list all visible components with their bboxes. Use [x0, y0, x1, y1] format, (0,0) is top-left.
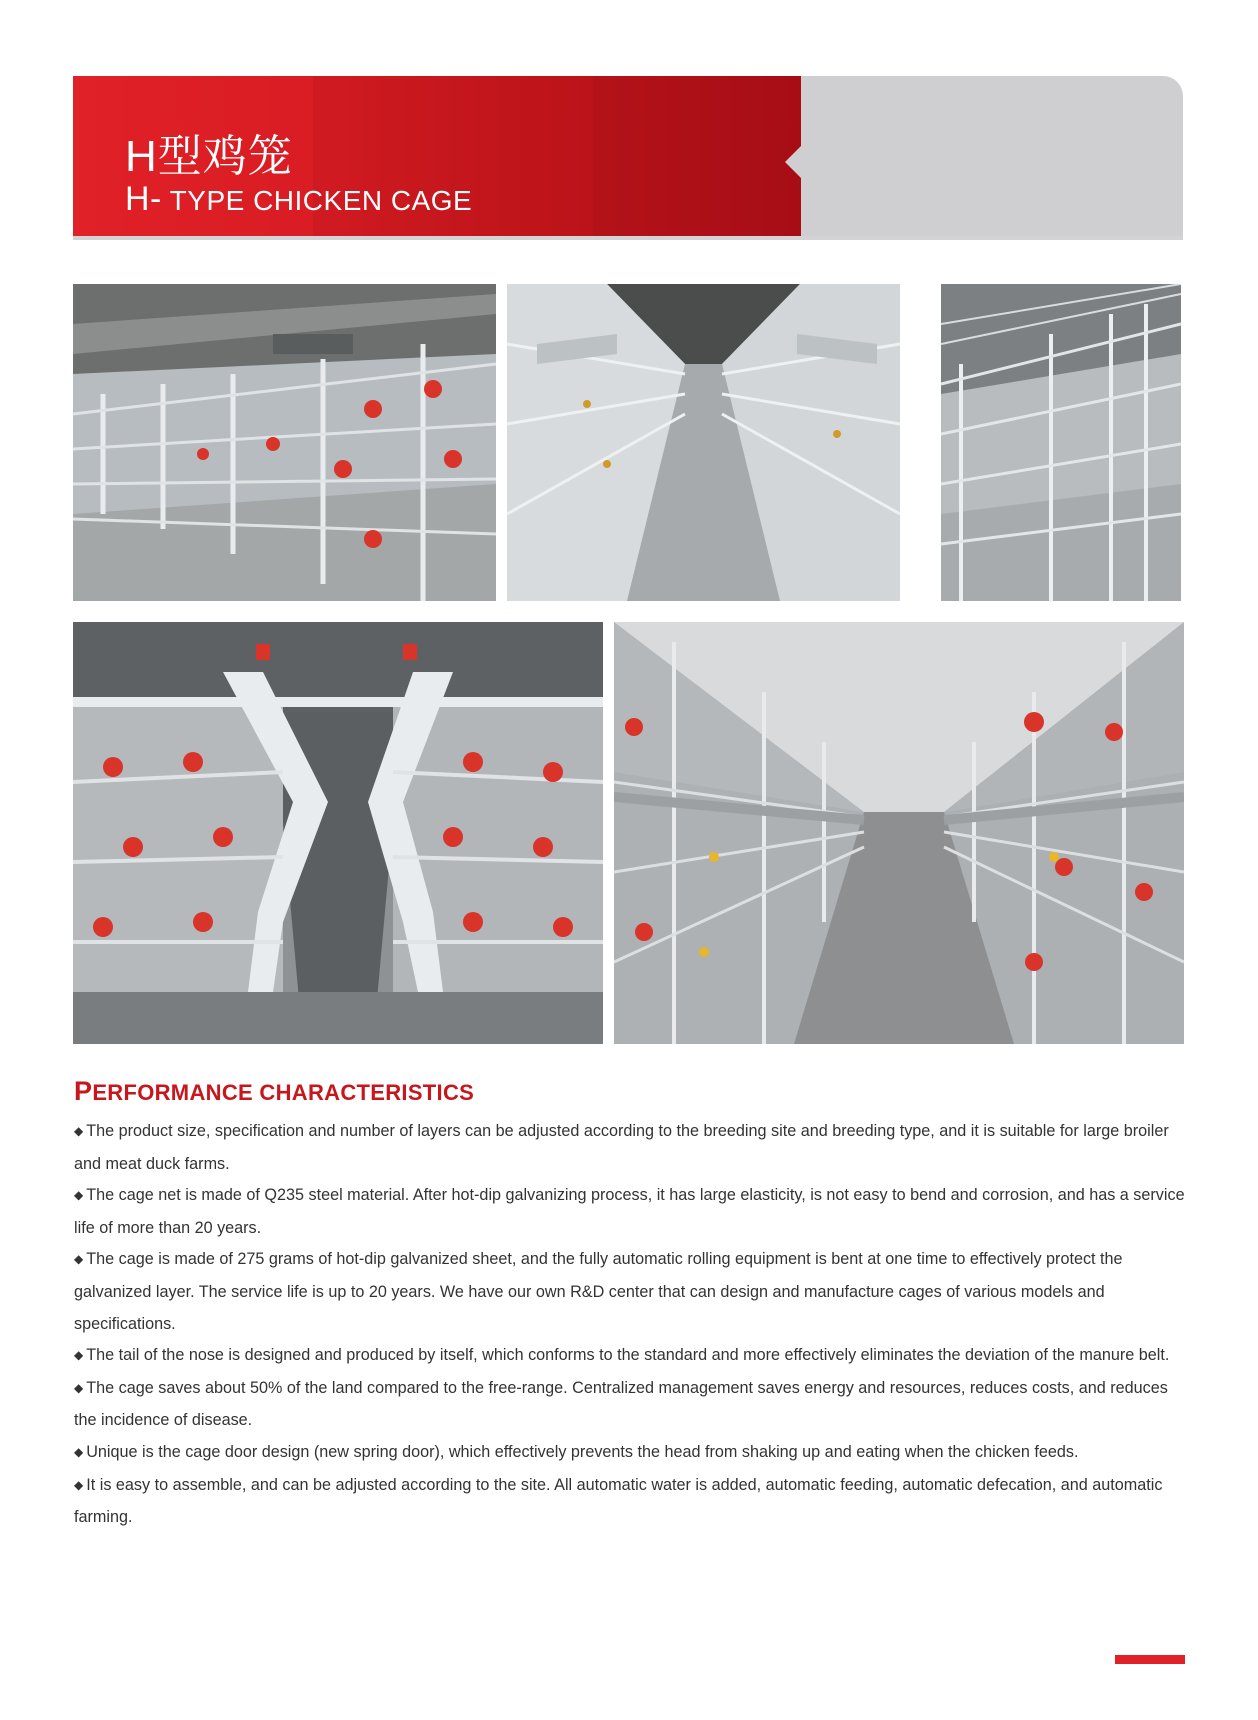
list-item: ◆ The product size, specification and number of layers can be adjusted according to the breeding site and breeding type, and it is suitable for large broiler and meat duck farms.: [74, 1122, 1169, 1173]
photo-cage-row-angled: [73, 284, 496, 601]
list-item: ◆ The tail of the nose is designed and produced by itself, which conforms to the standard and more effectively eliminates the deviation of the manure belt.: [74, 1346, 1170, 1365]
list-item: ◆ The cage saves about 50% of the land compared to the free-range. Centralized management saves energy and resources, reduces costs, and reduces the incidence of disease.: [74, 1378, 1168, 1430]
banner-notch: [785, 146, 801, 178]
list-item: ◆ It is easy to assemble, and can be adjusted according to the site. All automatic water is added, automatic feeding, automatic defecation, and automatic farming.: [74, 1475, 1163, 1527]
characteristics-list: [74, 1116, 1186, 1534]
banner-grey-panel: [801, 76, 1183, 240]
diamond-bullet-icon: ◆: [74, 1477, 84, 1492]
header-banner: [73, 76, 1183, 240]
photo-cage-aisle-closeup: [73, 622, 603, 1044]
page-title-chinese: H型鸡笼: [125, 132, 293, 181]
title-en-rest: TYPE CHICKEN CAGE: [161, 185, 473, 216]
footer-accent-bar: [1115, 1655, 1185, 1664]
diamond-bullet-icon: ◆: [74, 1124, 84, 1138]
section-title-cap: P: [74, 1076, 93, 1106]
photo-long-cage-house: [614, 622, 1184, 1044]
list-item: ◆ Unique is the cage door design (new spring door), which effectively prevents the head from shaking up and eating when the chicken feeds.: [74, 1442, 1079, 1461]
diamond-bullet-icon: ◆: [74, 1380, 84, 1395]
diamond-bullet-icon: ◆: [74, 1252, 84, 1267]
title-h-prefix: H-: [125, 180, 162, 218]
section-title-performance: [74, 1076, 474, 1107]
banner-underline: [73, 236, 1183, 240]
diamond-bullet-icon: ◆: [74, 1444, 84, 1459]
list-item: ◆ The cage net is made of Q235 steel material. After hot-dip galvanizing process, it has large elasticity, is not easy to bend and corrosion, and has a service life of more than 20 years.: [74, 1186, 1185, 1237]
diamond-bullet-icon: ◆: [74, 1348, 84, 1363]
diamond-bullet-icon: ◆: [74, 1188, 84, 1203]
photo-galvanized-frame: [941, 284, 1181, 601]
photo-cage-aisle-center: [507, 284, 900, 601]
page-title-english: [125, 180, 472, 219]
section-title-rest: ERFORMANCE CHARACTERISTICS: [92, 1080, 475, 1105]
list-item: ◆ The cage is made of 275 grams of hot-dip galvanized sheet, and the fully automatic rolling equipment is bent at one time to effectively protect the galvanized layer. The service life is up to 20 years. We have our own R&D center that can design and manufacture cages of various models and specifications.: [74, 1250, 1123, 1333]
